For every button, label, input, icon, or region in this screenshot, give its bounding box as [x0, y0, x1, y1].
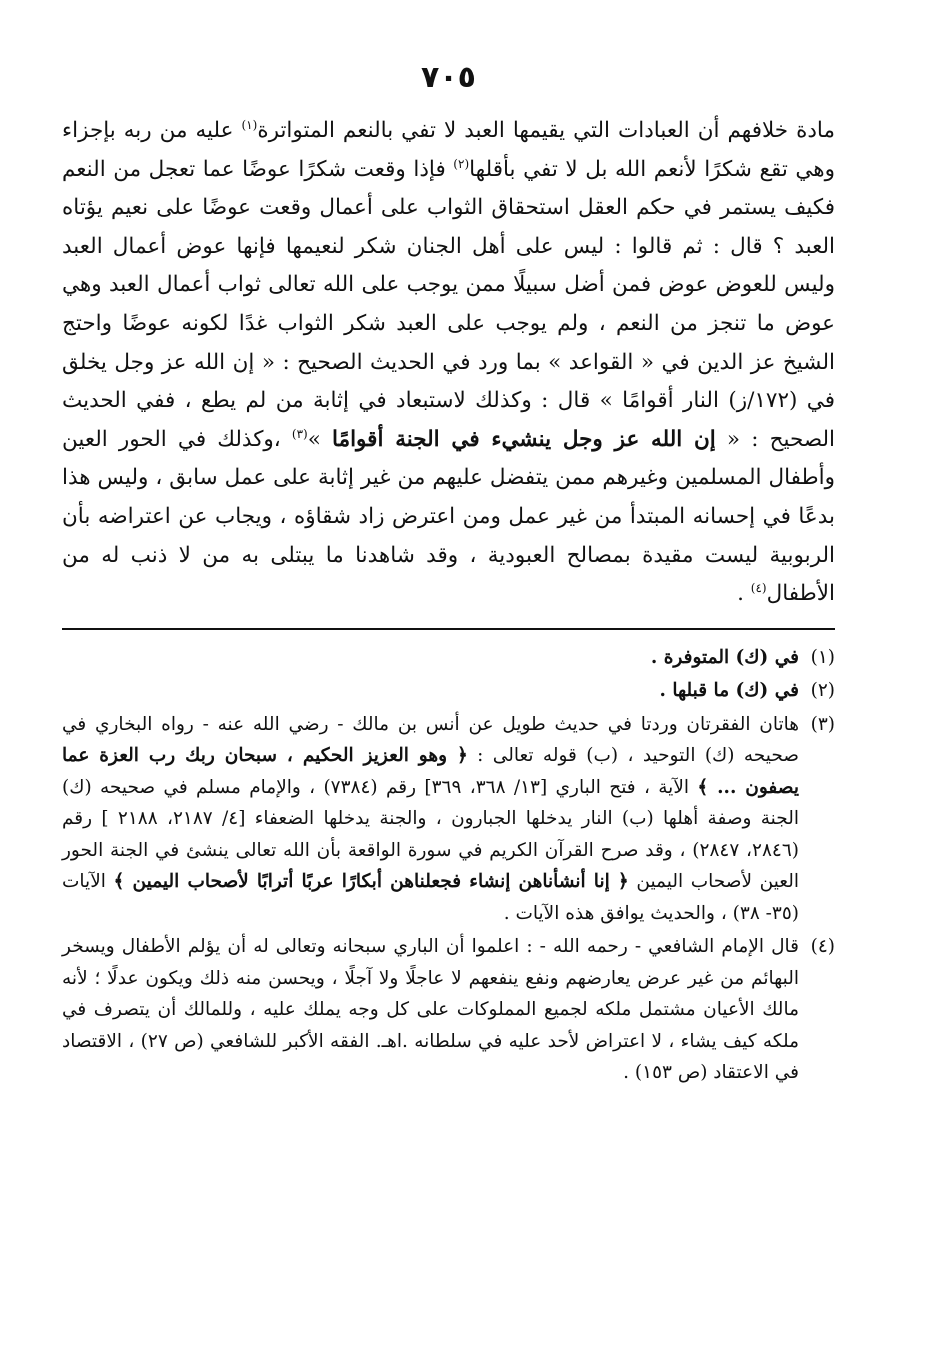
footnote-number: (٣) — [810, 713, 835, 735]
footnote-text-part: هاتان الفقرتان وردتا في حديث طويل عن أنس بن مالك - رضي الله عنه - رواه البخاري في صحيحه (ك) التوحيد ، (ب) قوله تعالى : — [62, 713, 799, 767]
footnote-separator — [62, 628, 835, 630]
book-page — [62, 58, 835, 1091]
paragraph-text: عليه من ربه بإجزاء وهي تقع شكرًا لأنعم الله بل لا تفي بأقلها — [62, 118, 835, 182]
footnote-2 — [62, 675, 835, 707]
footnote-4 — [62, 931, 835, 1089]
footnote-ref-3: (٣) — [291, 426, 308, 441]
footnote-ref-2: (٢) — [453, 156, 470, 171]
footnote-number: (١) — [810, 646, 835, 668]
quran-verse: ﴿ وهو العزيز الحكيم ، سبحان ربك رب العزة عما يصفون ... ﴾ — [62, 745, 799, 798]
footnote-ref-4: (٤) — [750, 580, 767, 595]
paragraph-text: فإذا وقعت شكرًا عوضًا عما تعجل من النعم فكيف يستمر في حكم العقل استحقاق الثواب على أعمال وقعت عوضًا على نعيم يؤتاه العبد ؟ قال : ثم قالوا : ليس على أهل الجنان شكر لنعيمها فإنها عوض أعمال العبد وليس للعوض عوض فمن أضل سبيلًا ممن يوجب على الله تعالى ثواب أعمال العبد وهي عوض ما تنجز من النعم ، ولم يوجب على العبد شكر الثواب غدًا لكونه عوضًا واحتج الشيخ عز الدين في « القواعد » بما ورد في الحديث الصحيح : « إن الله عز وجل يخلق في (١٧٢/ز) النار أقوامًا » قال : وكذلك لاستبعاد في إثابة من لم يطع ، ففي الحديث الصحيح : « — [62, 156, 835, 452]
footnote-text: في (ك) ما قبلها . — [659, 680, 799, 702]
footnote-text-part: الآية ، فتح الباري [١٣/ ٣٦٨، ٣٦٩] رقم (٧٣٨٤) ، والإمام مسلم في صحيحه (ك) الجنة وصفة أهلها (ب) النار يدخلها الجبارون ، والجنة يدخلها الضعفاء [٤/ ٢١٨٧، ٢١٨٨ ] رقم (٢٨٤٦، ٢٨٤٧) ، وقد صرح القرآن الكريم في سورة الواقعة بأن الله تعالى ينشئ في الجنة الحور العين لأصحاب اليمين — [62, 776, 799, 893]
footnote-number: (٤) — [810, 936, 835, 958]
footnote-text: في (ك) المتوفرة . — [650, 646, 799, 668]
footnote-3 — [62, 709, 835, 930]
footnote-text: قال الإمام الشافعي - رحمه الله - : اعلموا أن الباري سبحانه وتعالى له أن يؤلم الأطفال ويسخر البهائم من غير عرض يعارضهم ونفع ينفعهم لا عاجلًا ولا آجلًا ، ويحسن منه ذلك ويكون عدلًا ؛ لأنه مالك الأعيان مشتمل ملكه لجميع المملوكات على كل وجه يملك عليه ، وللمالك أن يتصرف في ملكه كيف يشاء ، لا اعتراض لأحد عليه في سلطانه .اهـ. الفقه الأكبر للشافعي (ص ٢٧) ، الاقتصاد في الاعتقاد (ص ١٥٣) . — [62, 936, 800, 1084]
paragraph-text: . — [737, 581, 751, 607]
page-number: ٧٠٥ — [421, 60, 476, 95]
footnote-text — [62, 709, 799, 930]
paragraph-text: » — [307, 426, 333, 452]
main-paragraph — [62, 112, 835, 614]
quran-verse: ﴿ إنا أنشأناهن إنشاء فجعلناهن أبكارًا عربًا أترابًا لأصحاب اليمين ﴾ — [113, 871, 629, 893]
hadith-quote: إن الله عز وجل ينشيء في الجنة أقوامًا — [332, 426, 716, 452]
footnote-1 — [62, 642, 835, 674]
paragraph-text: مادة خلافهم أن العبادات التي يقيمها العبد لا تفي بالنعم المتواترة — [257, 118, 835, 143]
footnotes-list — [62, 642, 835, 1089]
footnote-number: (٢) — [810, 680, 835, 702]
paragraph-text: ،وكذلك في الحور العين وأطفال المسلمين وغيرهم ممن يتفضل عليهم من غير إثابة على عمل سابق ، وليس هذا بدعًا في إحسانه المبتدأ من غير عمل ومن اعترض زاد شقاؤه ، ويجاب عن اعتراضه بأن الربوبية ليست مقيدة بمصالح العبودية ، وقد شاهدنا ما يبتلى به من لا ذنب له من الأطفال — [62, 426, 835, 607]
footnote-text-part: الآيات (٣٥- ٣٨) ، والحديث يوافق هذه الآيات . — [62, 871, 799, 924]
footnote-ref-1: (١) — [241, 117, 258, 132]
